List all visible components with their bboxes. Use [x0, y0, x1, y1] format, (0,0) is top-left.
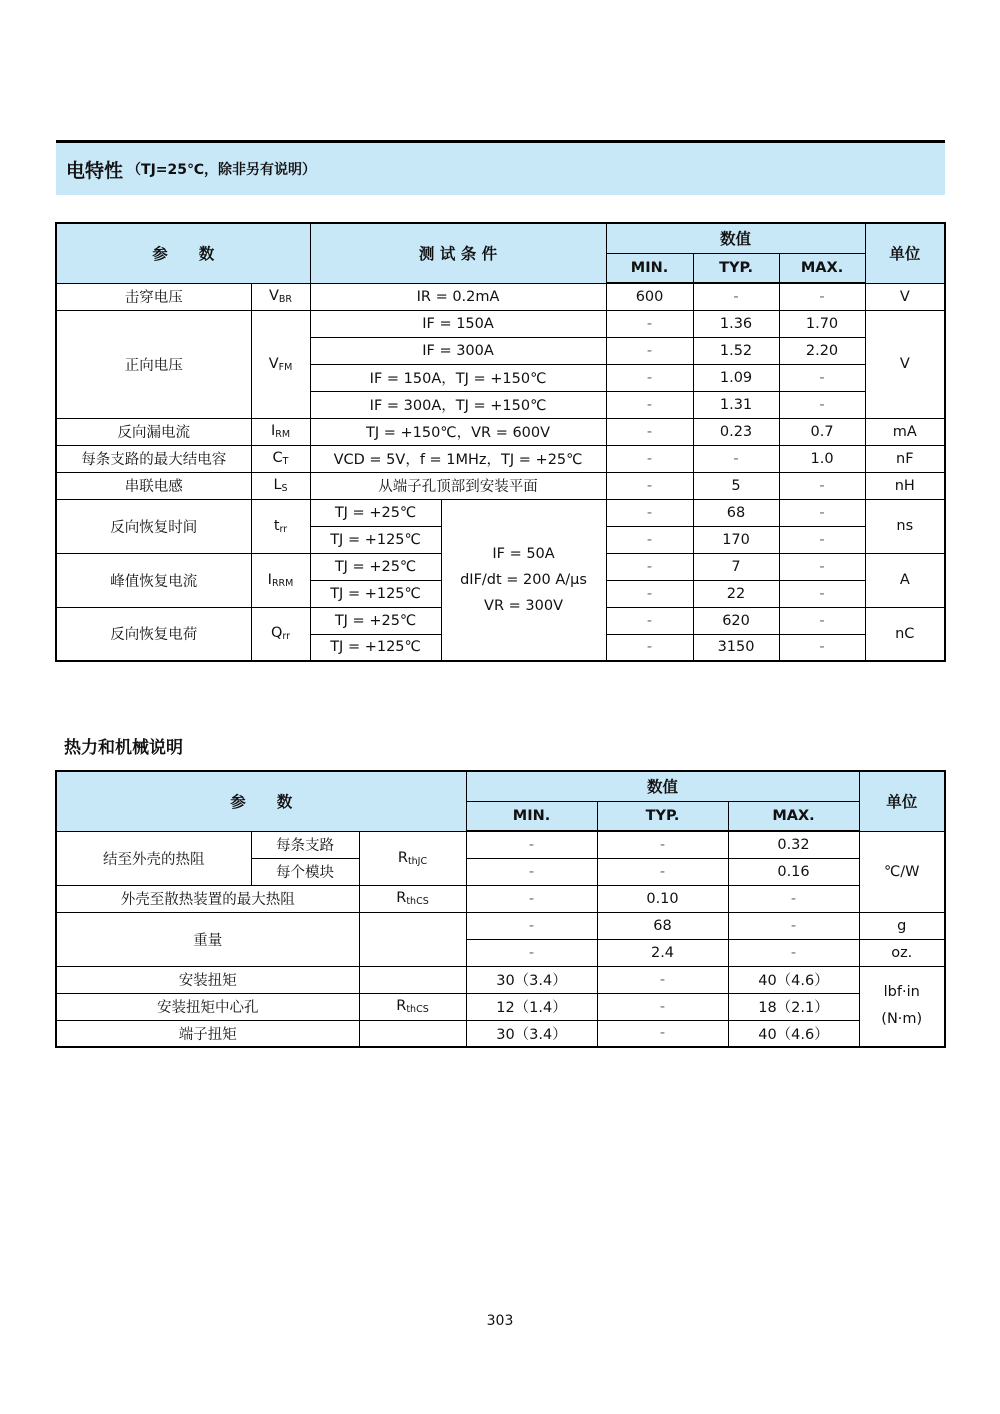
section-electrical-subtitle: （TJ=25℃，除非另有说明）: [127, 162, 316, 178]
value-max: -: [779, 472, 865, 499]
value-max: -: [779, 283, 865, 310]
param-name: 串联电感: [56, 472, 251, 499]
value-max: -: [779, 364, 865, 391]
value-typ: 22: [693, 580, 779, 607]
header-typ: TYP.: [597, 801, 728, 831]
param-symbol: [359, 966, 466, 993]
value-typ: 0.23: [693, 418, 779, 445]
value-max: -: [779, 553, 865, 580]
value-min: 30（3.4）: [466, 966, 597, 993]
unit: nH: [865, 472, 945, 499]
value-typ: 68: [597, 912, 728, 939]
value-max: -: [779, 391, 865, 418]
param-symbol: Qrr: [251, 607, 310, 661]
value-min: -: [466, 831, 597, 858]
header-values: 数值: [606, 223, 865, 253]
value-min: -: [606, 607, 693, 634]
value-max: 40（4.6）: [728, 1020, 859, 1047]
section-electrical-header: [56, 140, 945, 195]
param-name: 安装扭矩中心孔: [56, 993, 359, 1020]
value-typ: -: [693, 283, 779, 310]
value-min: -: [606, 580, 693, 607]
value-min: -: [606, 526, 693, 553]
param-symbol: CT: [251, 445, 310, 472]
value-typ: -: [597, 858, 728, 885]
header-condition: 测 试 条 件: [310, 223, 606, 283]
param-name: 重量: [56, 912, 359, 966]
thermal-mechanical-table: [55, 770, 946, 1048]
value-max: -: [779, 499, 865, 526]
value-min: -: [606, 364, 693, 391]
value-typ: 5: [693, 472, 779, 499]
value-max: -: [728, 885, 859, 912]
value-typ: 1.31: [693, 391, 779, 418]
header-param: 参 数: [56, 223, 310, 283]
table-row: [56, 418, 945, 445]
value-min: -: [606, 337, 693, 364]
table-row: [56, 472, 945, 499]
param-name: 结至外壳的热阻: [56, 831, 251, 885]
header-min: MIN.: [466, 801, 597, 831]
value-typ: 3150: [693, 634, 779, 661]
param-name: 安装扭矩: [56, 966, 359, 993]
unit: nC: [865, 607, 945, 661]
param-name: 端子扭矩: [56, 1020, 359, 1047]
param-symbol: RthCS: [359, 993, 466, 1020]
param-symbol: [359, 912, 466, 966]
value-typ: 170: [693, 526, 779, 553]
value-min: -: [606, 472, 693, 499]
unit: g: [859, 912, 945, 939]
value-typ: -: [597, 966, 728, 993]
value-min: -: [466, 858, 597, 885]
value-max: 2.20: [779, 337, 865, 364]
value-typ: 2.4: [597, 939, 728, 966]
value-typ: 68: [693, 499, 779, 526]
value-max: 1.0: [779, 445, 865, 472]
value-typ: 0.10: [597, 885, 728, 912]
test-condition: TJ = +25℃: [310, 553, 441, 580]
section-thermal-title: 热力和机械说明: [64, 738, 183, 758]
header-unit: 单位: [865, 223, 945, 283]
unit: V: [865, 310, 945, 418]
value-min: -: [466, 939, 597, 966]
test-condition: VCD = 5V，f = 1MHz，TJ = +25℃: [310, 445, 606, 472]
value-max: 0.16: [728, 858, 859, 885]
unit: nF: [865, 445, 945, 472]
electrical-characteristics-table: [55, 222, 946, 662]
value-max: -: [728, 912, 859, 939]
unit: ℃/W: [859, 831, 945, 912]
table-row: [56, 993, 945, 1020]
value-min: 600: [606, 283, 693, 310]
value-max: 0.7: [779, 418, 865, 445]
test-condition: IF = 150A，TJ = +150℃: [310, 364, 606, 391]
unit: V: [865, 283, 945, 310]
value-typ: -: [597, 993, 728, 1020]
test-condition: TJ = +125℃: [310, 580, 441, 607]
test-condition: TJ = +150℃，VR = 600V: [310, 418, 606, 445]
param-name: 反向漏电流: [56, 418, 251, 445]
test-condition: IR = 0.2mA: [310, 283, 606, 310]
table-row: [56, 885, 945, 912]
param-symbol: [359, 1020, 466, 1047]
header-max: MAX.: [779, 253, 865, 283]
header-param: 参 数: [56, 771, 466, 831]
value-typ: -: [693, 445, 779, 472]
param-symbol: trr: [251, 499, 310, 553]
param-symbol: IRRM: [251, 553, 310, 607]
test-condition: TJ = +125℃: [310, 526, 441, 553]
value-min: -: [606, 310, 693, 337]
value-typ: 1.52: [693, 337, 779, 364]
test-condition: IF = 300A，TJ = +150℃: [310, 391, 606, 418]
param-name: 反向恢复电荷: [56, 607, 251, 661]
header-min: MIN.: [606, 253, 693, 283]
table-row: [56, 1020, 945, 1047]
value-min: 30（3.4）: [466, 1020, 597, 1047]
param-name: 正向电压: [56, 310, 251, 418]
header-max: MAX.: [728, 801, 859, 831]
param-symbol: IRM: [251, 418, 310, 445]
unit: mA: [865, 418, 945, 445]
header-unit: 单位: [859, 771, 945, 831]
table-row: [56, 831, 945, 858]
value-max: -: [779, 526, 865, 553]
value-min: -: [606, 418, 693, 445]
table-row: [56, 966, 945, 993]
param-name: 每条支路的最大结电容: [56, 445, 251, 472]
value-max: 18（2.1）: [728, 993, 859, 1020]
value-min: -: [606, 445, 693, 472]
test-condition: TJ = +125℃: [310, 634, 441, 661]
value-min: -: [606, 553, 693, 580]
header-typ: TYP.: [693, 253, 779, 283]
param-symbol: VFM: [251, 310, 310, 418]
test-condition: 从端子孔顶部到安装平面: [310, 472, 606, 499]
test-condition: IF = 150A: [310, 310, 606, 337]
unit: oz.: [859, 939, 945, 966]
value-max: -: [779, 634, 865, 661]
unit: A: [865, 553, 945, 607]
value-typ: -: [597, 1020, 728, 1047]
table-row: [56, 283, 945, 310]
value-max: -: [779, 580, 865, 607]
value-max: -: [779, 607, 865, 634]
value-min: -: [606, 391, 693, 418]
param-name: 峰值恢复电流: [56, 553, 251, 607]
table-row: [56, 912, 945, 939]
param-sublabel: 每个模块: [251, 858, 359, 885]
param-symbol: RthJC: [359, 831, 466, 885]
param-name: 反向恢复时间: [56, 499, 251, 553]
value-min: -: [466, 912, 597, 939]
test-condition: TJ = +25℃: [310, 607, 441, 634]
value-min: -: [606, 499, 693, 526]
value-max: 40（4.6）: [728, 966, 859, 993]
value-typ: 620: [693, 607, 779, 634]
value-typ: 1.09: [693, 364, 779, 391]
section-electrical-title: 电特性: [66, 159, 124, 182]
param-name: 外壳至散热装置的最大热阻: [56, 885, 359, 912]
shared-test-condition: IF = 50A dIF/dt = 200 A/μs VR = 300V: [441, 499, 606, 661]
page-number: 303: [486, 1313, 514, 1329]
param-symbol: LS: [251, 472, 310, 499]
table-row: [56, 310, 945, 337]
param-symbol: VBR: [251, 283, 310, 310]
value-typ: 7: [693, 553, 779, 580]
value-max: -: [728, 939, 859, 966]
value-typ: 1.36: [693, 310, 779, 337]
param-sublabel: 每条支路: [251, 831, 359, 858]
unit: ns: [865, 499, 945, 553]
test-condition: TJ = +25℃: [310, 499, 441, 526]
value-max: 0.32: [728, 831, 859, 858]
header-values: 数值: [466, 771, 859, 801]
unit: lbf·in (N·m): [859, 966, 945, 1047]
param-name: 击穿电压: [56, 283, 251, 310]
test-condition: IF = 300A: [310, 337, 606, 364]
value-min: -: [606, 634, 693, 661]
table-row: [56, 499, 945, 526]
value-min: 12（1.4）: [466, 993, 597, 1020]
table-row: [56, 445, 945, 472]
value-typ: -: [597, 831, 728, 858]
value-min: -: [466, 885, 597, 912]
value-max: 1.70: [779, 310, 865, 337]
param-symbol: RthCS: [359, 885, 466, 912]
